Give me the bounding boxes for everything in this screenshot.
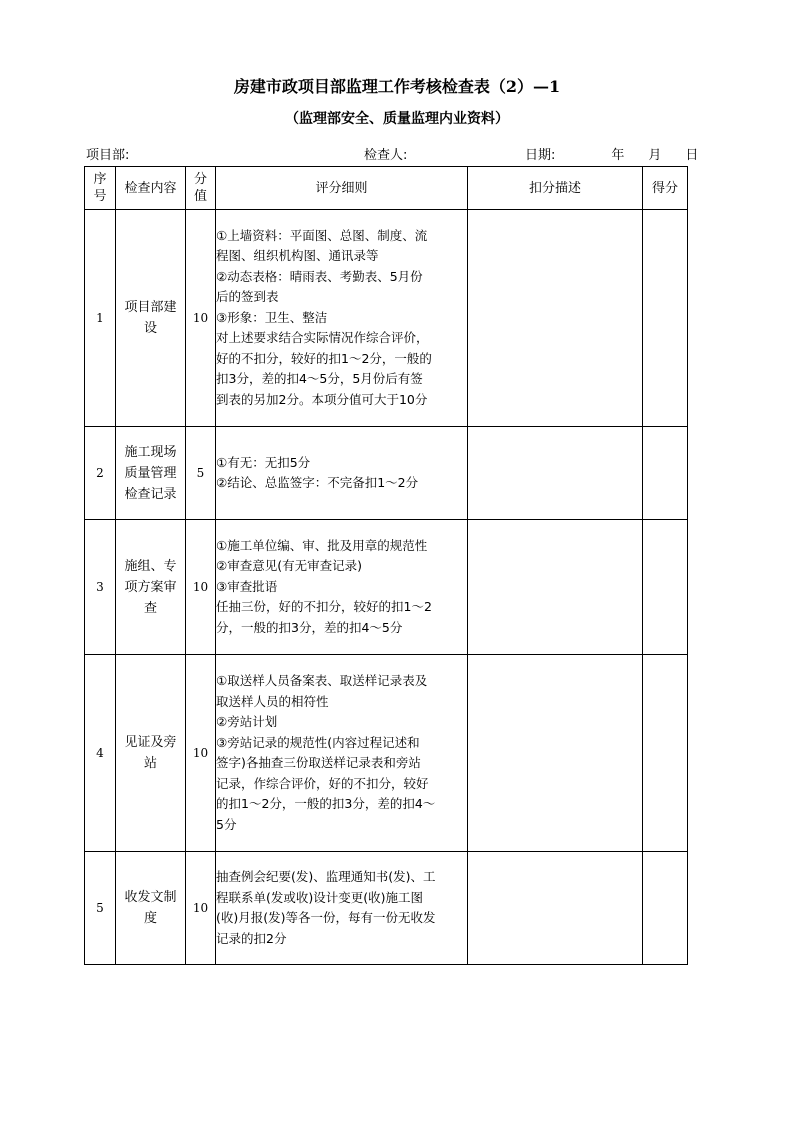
row-number: 4 (85, 655, 116, 852)
table-row (85, 210, 688, 427)
header-score: 分 值 (186, 167, 216, 210)
row-score: 5 (186, 427, 216, 520)
deduction-cell[interactable] (468, 852, 643, 965)
result-cell[interactable] (643, 655, 688, 852)
row-score: 10 (186, 655, 216, 852)
header-result: 得分 (643, 167, 688, 210)
row-item: 收发文制 度 (116, 852, 186, 965)
result-cell[interactable] (643, 210, 688, 427)
deduction-cell[interactable] (468, 427, 643, 520)
date-month: 月 (648, 148, 662, 163)
header-seq: 序 号 (85, 167, 116, 210)
row-rules: 抽查例会纪要(发)、监理通知书(发)、工 程联系单(发或收)设计变更(收)施工图 (收)月报(发)等各一份，每有一份无收发 记录的扣2分 (216, 852, 468, 965)
row-rules: ①取送样人员备案表、取送样记录表及 取送样人员的相符性 ②旁站计划 ③旁站记录的规范性(内容过程记述和 签字)各抽查三份取送样记录表和旁站 记录，作综合评价，好的不扣分，较好 的扣1～2分，一般的扣3分，差的扣4～ 5分 (216, 655, 468, 852)
table-row (85, 655, 688, 852)
inspection-table (84, 166, 688, 965)
table-row (85, 852, 688, 965)
result-cell[interactable] (643, 427, 688, 520)
row-rules: ①有无：无扣5分 ②结论、总监签字：不完备扣1～2分 (216, 427, 468, 520)
deduction-cell[interactable] (468, 520, 643, 655)
row-number: 5 (85, 852, 116, 965)
row-rules: ①上墙资料：平面图、总图、制度、流 程图、组织机构图、通讯录等 ②动态表格：晴雨表、考勤表、5月份 后的签到表 ③形象：卫生、整洁 对上述要求结合实际情况作综合评价， 好的不扣分，较好的扣1～2分，一般的 扣3分，差的扣4～5分，5月份后有签 到表的另加2分。本项分值可大于10分 (216, 210, 468, 427)
row-number: 2 (85, 427, 116, 520)
date-year: 年 (611, 148, 625, 163)
project-label: 项目部: (86, 148, 130, 163)
row-number: 3 (85, 520, 116, 655)
row-number: 1 (85, 210, 116, 427)
result-cell[interactable] (643, 852, 688, 965)
row-item: 项目部建 设 (116, 210, 186, 427)
header-item: 检查内容 (116, 167, 186, 210)
row-item: 施工现场 质量管理 检查记录 (116, 427, 186, 520)
date-field (525, 144, 698, 163)
page-subtitle: （监理部安全、质量监理内业资料） (285, 111, 509, 127)
header-deduction: 扣分描述 (468, 167, 643, 210)
row-rules: ①施工单位编、审、批及用章的规范性 ②审查意见(有无审查记录) ③审查批语 任抽三份，好的不扣分，较好的扣1～2 分，一般的扣3分，差的扣4～5分 (216, 520, 468, 655)
date-label: 日期: (525, 148, 556, 163)
row-score: 10 (186, 852, 216, 965)
table-header-row (85, 167, 688, 210)
row-score: 10 (186, 520, 216, 655)
row-item: 见证及旁 站 (116, 655, 186, 852)
deduction-cell[interactable] (468, 210, 643, 427)
table-row (85, 427, 688, 520)
date-day: 日 (685, 148, 699, 163)
row-score: 10 (186, 210, 216, 427)
inspector-label: 检查人: (364, 148, 408, 163)
table-row (85, 520, 688, 655)
result-cell[interactable] (643, 520, 688, 655)
page-title: 房建市政项目部监理工作考核检查表（2）—1 (233, 77, 561, 96)
header-rules: 评分细则 (216, 167, 468, 210)
deduction-cell[interactable] (468, 655, 643, 852)
row-item: 施组、专 项方案审 查 (116, 520, 186, 655)
